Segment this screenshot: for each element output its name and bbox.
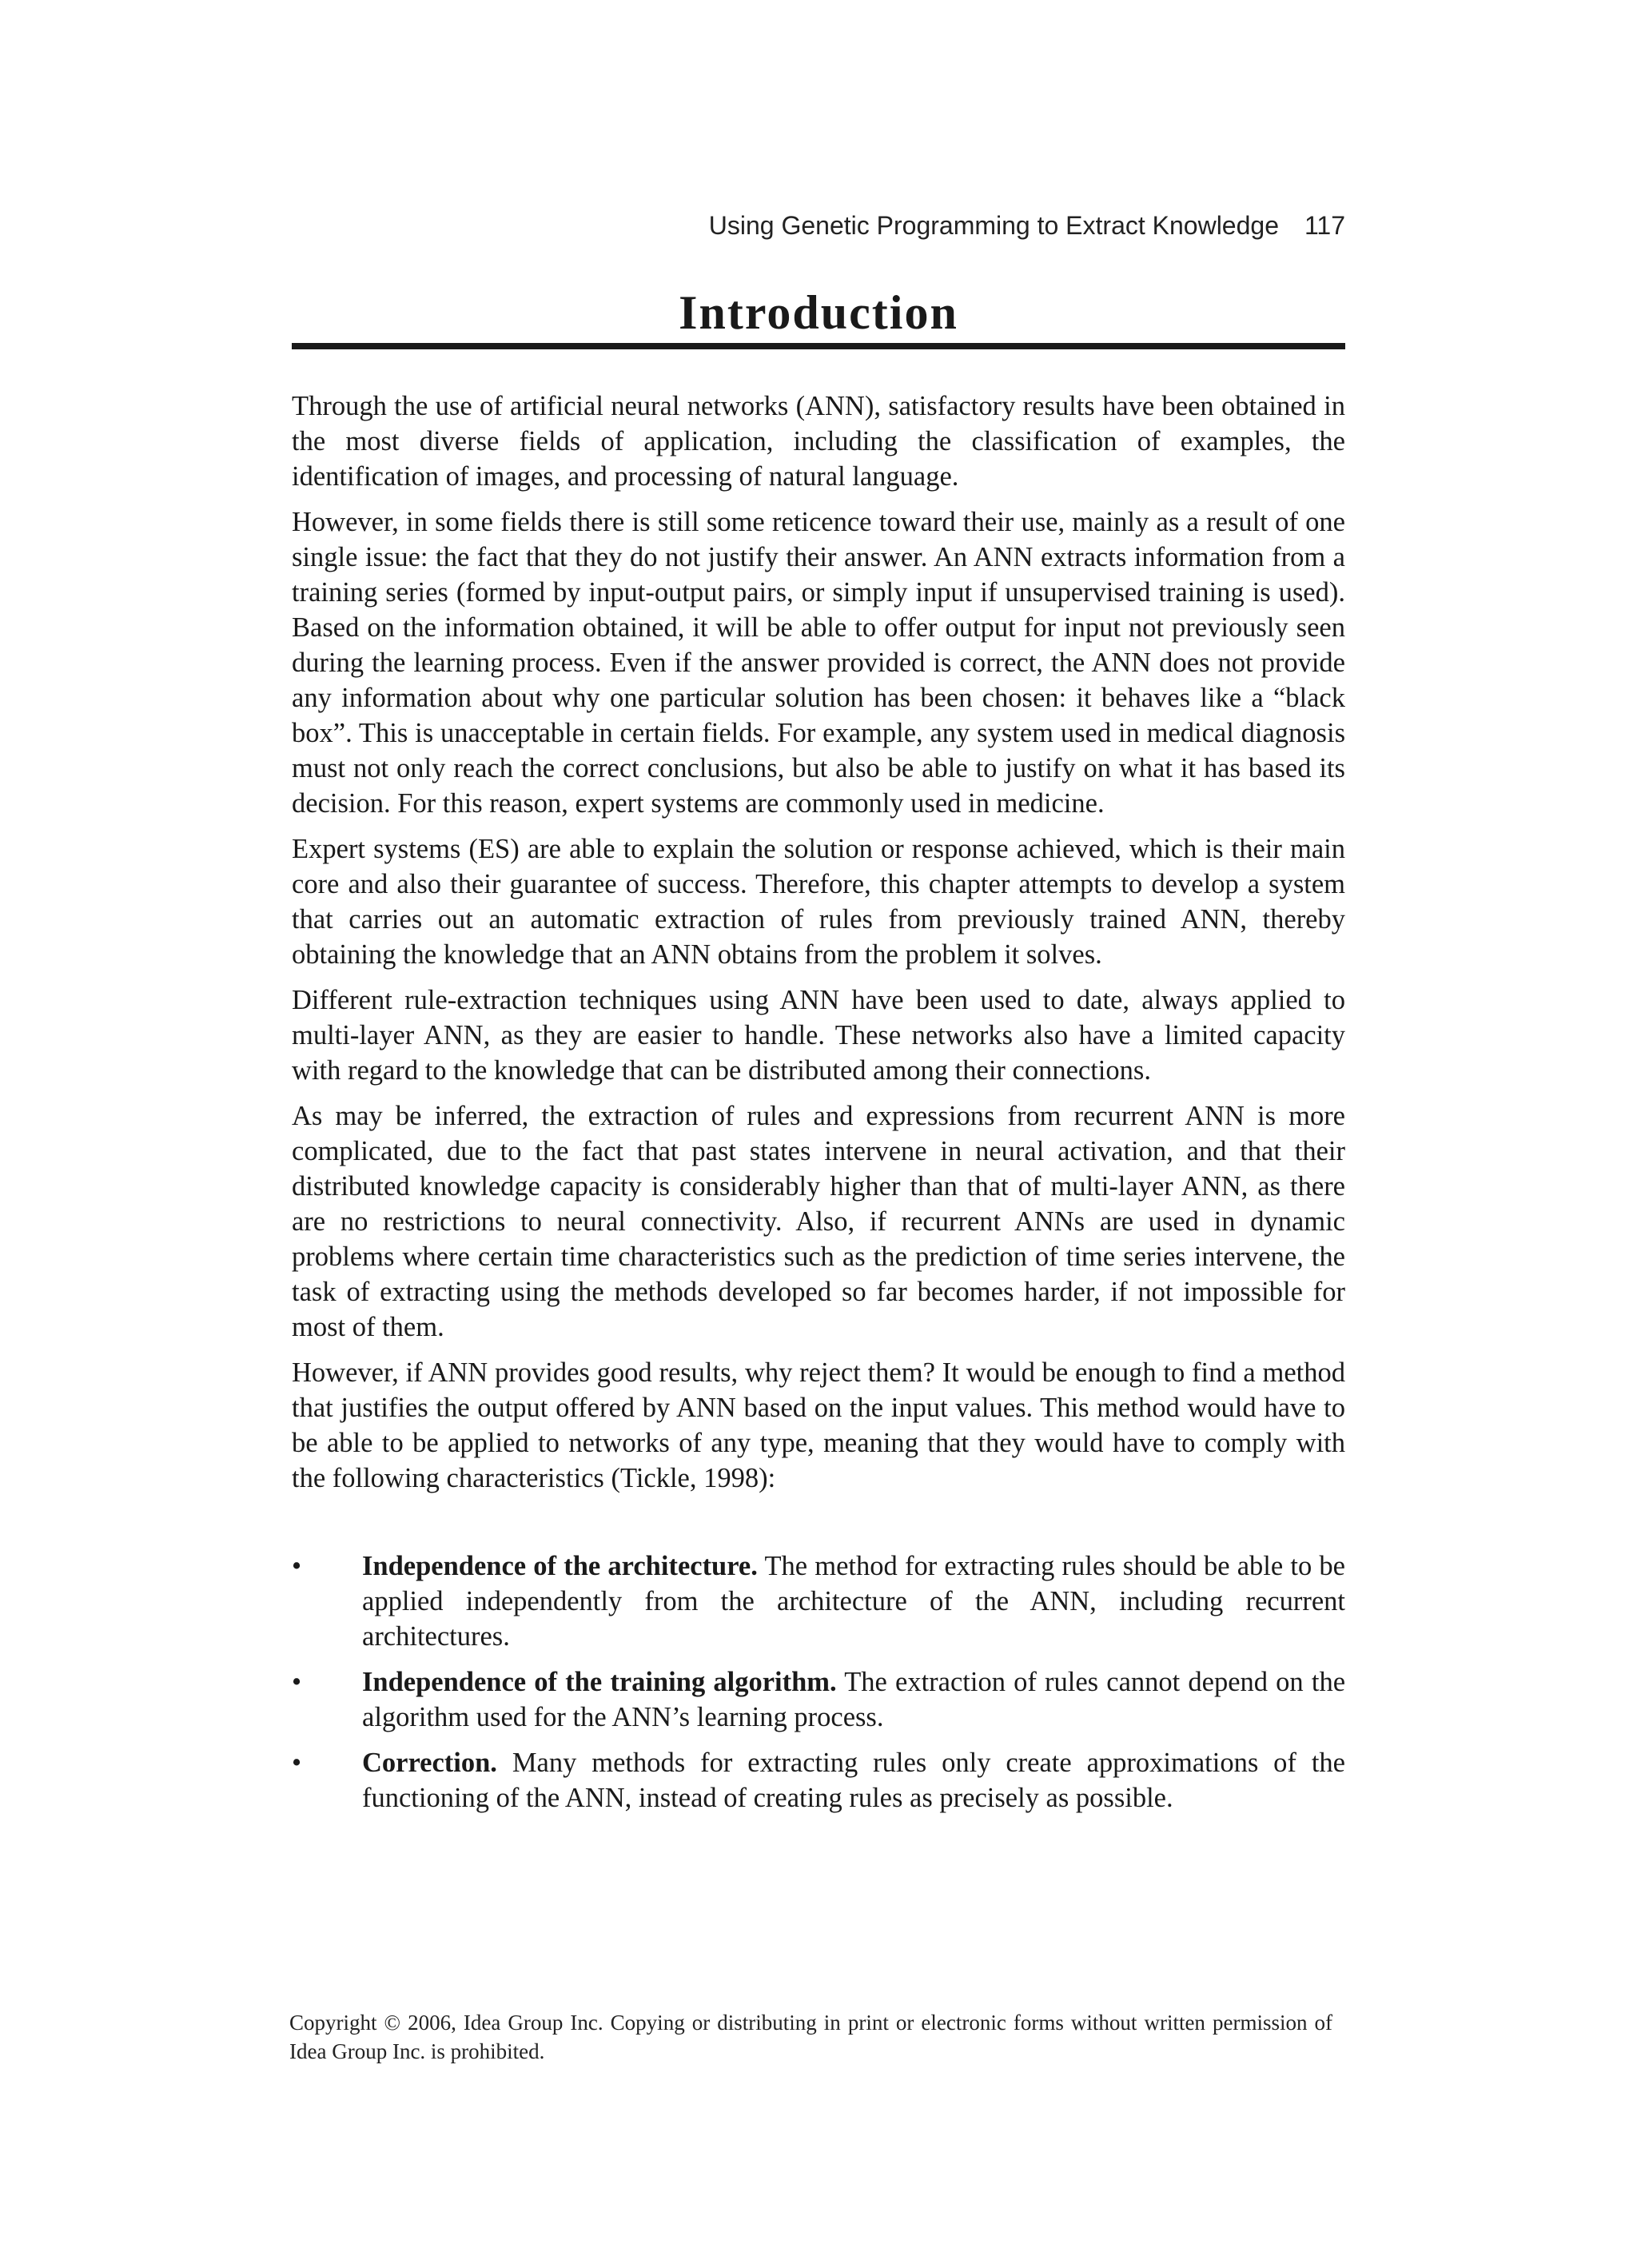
paragraph-4: Different rule-extraction techniques using ANN have been used to date, always applied to multi-layer ANN, as they are easier to handle. These networks also have a limited capacity with regard to the knowledge that can be distributed among their connections.: [292, 985, 1345, 1086]
bullet-icon: •: [292, 1748, 302, 1778]
list-item-term: Correction.: [362, 1748, 497, 1778]
page-number: 117: [1304, 211, 1345, 240]
body-text: [292, 389, 1345, 1826]
paragraph-6: However, if ANN provides good results, why reject them? It would be enough to find a method that justifies the output offered by ANN based on the input values. This method would have to be able to be applied to networks of any type, meaning that they would have to comply with the following characteristics (Tickle, 1998):: [292, 1357, 1345, 1493]
list-item-text: The method for extracting rules should be able to be applied independently from the architecture of the ANN, including recurrent architectures.: [362, 1551, 1345, 1652]
paragraph-5: As may be inferred, the extraction of rules and expressions from recurrent ANN is more complicated, due to the fact that past states intervene in neural activation, and that their distributed knowledge capacity is considerably higher than that of multi-layer ANN, as there are no restrictions to neural connectivity. Also, if recurrent ANNs are used in dynamic problems where certain time characteristics such as the prediction of time series intervene, the task of extracting using the methods developed so far becomes harder, if not impossible for most of them.: [292, 1101, 1345, 1342]
title-rule: [292, 343, 1345, 349]
list-item-text: Many methods for extracting rules only create approximations of the functioning of the ANN, instead of creating rules as precisely as possible.: [362, 1748, 1345, 1813]
list-item: [292, 1549, 1345, 1654]
list-item-term: Independence of the architecture.: [362, 1551, 758, 1581]
list-item-term: Independence of the training algorithm.: [362, 1667, 837, 1697]
bullet-icon: •: [292, 1551, 302, 1581]
characteristics-list: [292, 1549, 1345, 1816]
list-item: [292, 1664, 1345, 1735]
list-item-text: The extraction of rules cannot depend on the algorithm used for the ANN’s learning process.: [362, 1667, 1346, 1732]
bullet-icon: •: [292, 1667, 302, 1697]
paragraph-2: However, in some fields there is still some reticence toward their use, mainly as a result of one single issue: the fact that they do not justify their answer. An ANN extracts information from a training series (formed by input-output pairs, or simply input if unsupervised training is used). Based on the information obtained, it will be able to offer output for input not previously seen during the learning process. Even if the answer provided is correct, the ANN does not provide any information about why one particular solution has been chosen: it behaves like a “black box”. This is unacceptable in certain fields. For example, any system used in medical diagnosis must not only reach the correct conclusions, but also be able to justify on what it has based its decision. For this reason, expert systems are commonly used in medicine.: [292, 507, 1345, 819]
list-item: [292, 1745, 1345, 1816]
running-title: Using Genetic Programming to Extract Knowledge: [708, 211, 1279, 240]
copyright-notice: Copyright © 2006, Idea Group Inc. Copying or distributing in print or electronic forms without written permission of Idea Group Inc. is prohibited.: [289, 2011, 1332, 2063]
section-title: Introduction: [679, 286, 958, 339]
paragraph-1: Through the use of artificial neural networks (ANN), satisfactory results have been obtained in the most diverse fields of application, including the classification of examples, the identification of images, and processing of natural language.: [292, 391, 1345, 492]
paragraph-3: Expert systems (ES) are able to explain the solution or response achieved, which is their main core and also their guarantee of success. Therefore, this chapter attempts to develop a system that carries out an automatic extraction of rules from previously trained ANN, thereby obtaining the knowledge that an ANN obtains from the problem it solves.: [292, 834, 1345, 970]
running-header: [292, 209, 1345, 241]
